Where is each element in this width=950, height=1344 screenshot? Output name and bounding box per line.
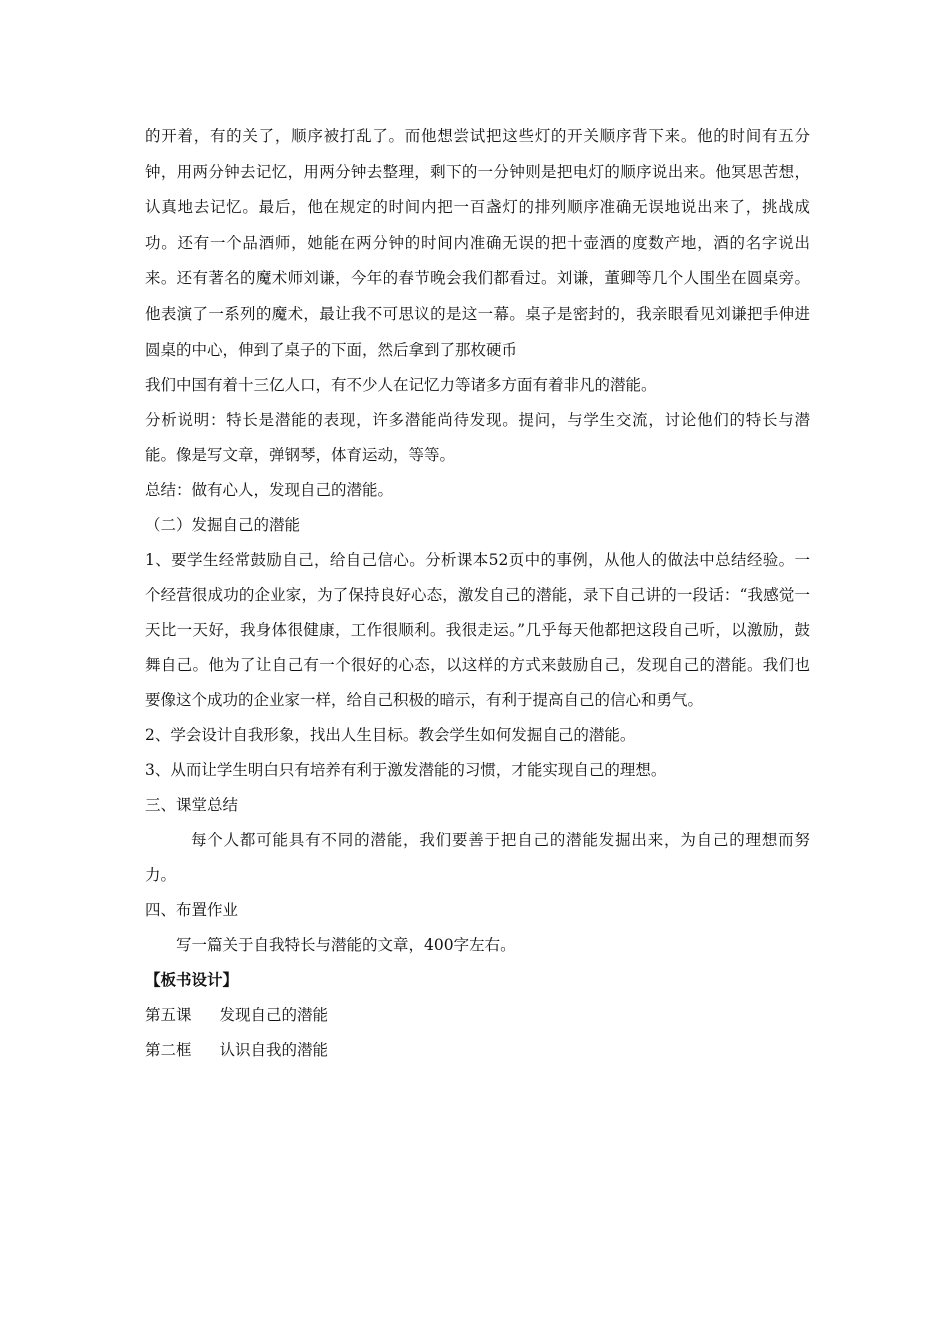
board-line-1-title: 发现自己的潜能: [219, 1006, 329, 1025]
section-2-heading: （二）发掘自己的潜能: [145, 516, 301, 535]
section-3-heading: 三、课堂总结: [145, 796, 239, 815]
item-1-paragraph: 1、要学生经常鼓励自己，给自己信心。分析课本52页中的事例，从他人的做法中总结经验。一个经营很成功的企业家，为了保持良好心态，激发自己的潜能，录下自己讲的一段话：“我感觉一天比一天好，我身体很健康，工作很顺利。我很走运。”几乎每天他都把这段自己听，以激励，鼓舞自己。他为了让自己有一个很好的心态，以这样的方式来鼓励自己，发现自己的潜能。我们也要像这个成功的企业家一样，给自己积极的暗示，有利于提高自己的信心和勇气。: [145, 551, 810, 710]
analysis-paragraph: 分析说明：特长是潜能的表现，许多潜能尚待发现。提问，与学生交流，讨论他们的特长与潜能。像是写文章，弹钢琴，体育运动，等等。: [145, 411, 810, 465]
document-body: [145, 119, 810, 1068]
board-line-2: [145, 1033, 810, 1068]
section-3-body: 每个人都可能具有不同的潜能，我们要善于把自己的潜能发掘出来，为自己的理想而努力。: [145, 831, 810, 885]
item-3-line: 3、从而让学生明白只有培养有利于激发潜能的习惯，才能实现自己的理想。: [145, 761, 667, 780]
board-line-2-title: 认识自我的潜能: [219, 1041, 329, 1060]
section-4-heading: 四、布置作业: [145, 901, 239, 920]
board-design-heading: 【板书设计】: [145, 971, 239, 990]
section-4-body: 写一篇关于自我特长与潜能的文章，400字左右。: [176, 936, 516, 955]
board-line-2-label: 第二框: [145, 1041, 192, 1060]
summary-line: 总结：做有心人，发现自己的潜能。: [145, 481, 394, 500]
story-paragraph: 的开着，有的关了，顺序被打乱了。而他想尝试把这些灯的开关顺序背下来。他的时间有五分钟，用两分钟去记忆，用两分钟去整理，剩下的一分钟则是把电灯的顺序说出来。他冥思苦想，认真地去记忆。最后，他在规定的时间内把一百盏灯的排列顺序准确无误地说出来了，挑战成功。还有一个品酒师，她能在两分钟的时间内准确无误的把十壶酒的度数产地，酒的名字说出来。还有著名的魔术师刘谦，今年的春节晚会我们都看过。刘谦，董卿等几个人围坐在圆桌旁。他表演了一系列的魔术，最让我不可思议的是这一幕。桌子是密封的，我亲眼看见刘谦把手伸进圆桌的中心，伸到了桌子的下面，然后拿到了那枚硬币: [145, 127, 810, 359]
board-line-1-label: 第五课: [145, 1006, 192, 1025]
item-2-line: 2、学会设计自我形象，找出人生目标。教会学生如何发掘自己的潜能。: [145, 726, 636, 745]
board-line-1: [145, 998, 810, 1033]
china-potential-line: 我们中国有着十三亿人口，有不少人在记忆力等诸多方面有着非凡的潜能。: [145, 376, 657, 395]
